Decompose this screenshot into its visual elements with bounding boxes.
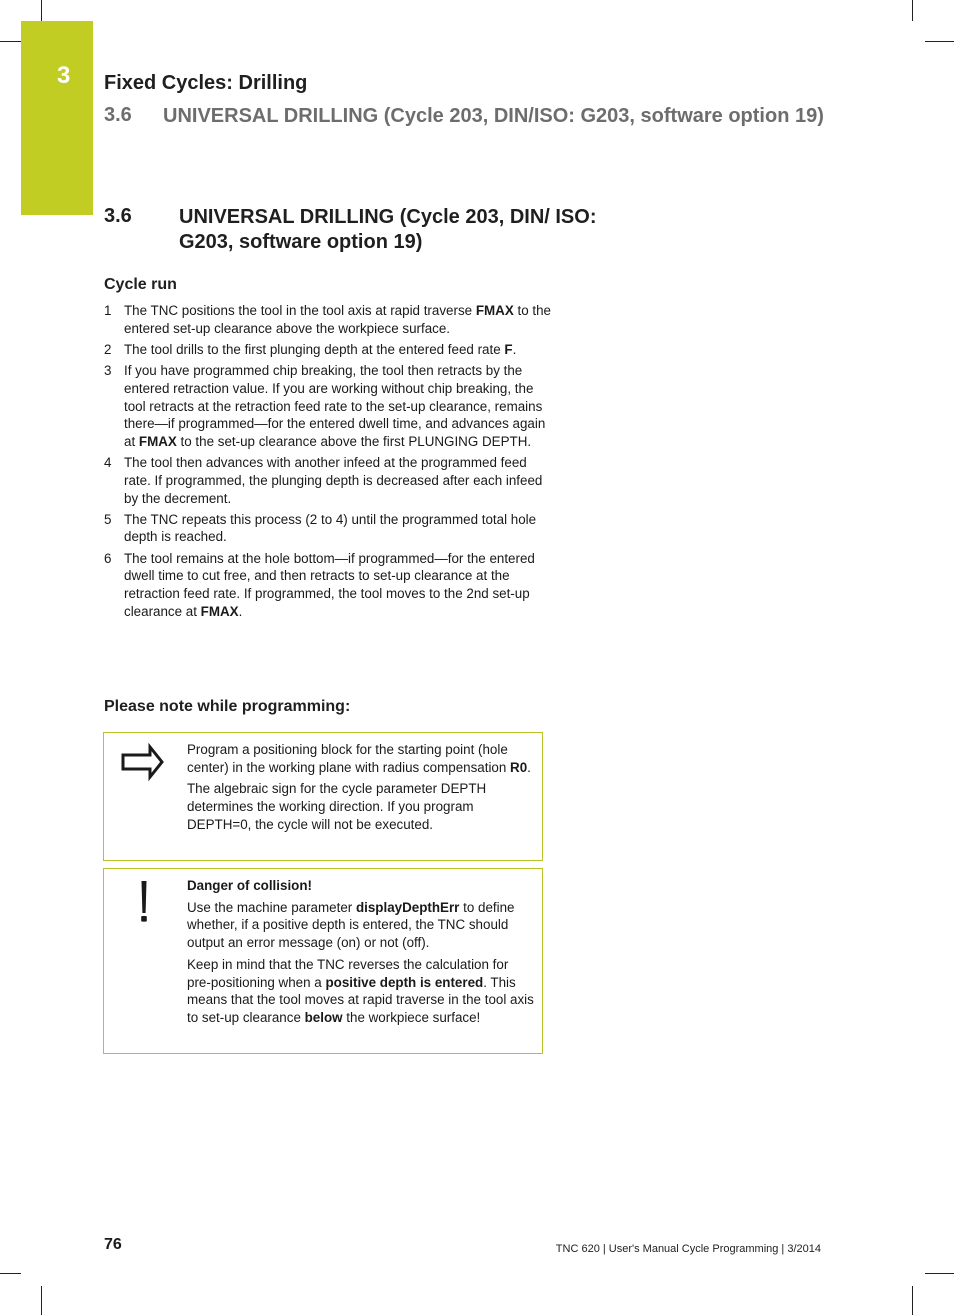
list-item [104,302,554,337]
chapter-title: Fixed Cycles: Drilling [104,72,308,94]
note-text: . [527,759,531,775]
note-text: Program a positioning block for the starting point (hole center) in the working plane with radius compensation [187,742,511,775]
crop-mark [41,0,42,21]
warning-text: . This means that the tool moves at rapid traverse in the tool axis to set-up clearance [187,974,534,1025]
warning-paragraph [187,899,534,952]
warning-text: Use the machine parameter [187,899,356,915]
note-paragraph: The algebraic sign for the cycle parameter DEPTH determines the working direction. If you program DEPTH=0, the cycle will not be executed. [187,781,487,832]
parameter-name: displayDepthErr [355,899,460,915]
code-fmax: FMAX [475,303,514,318]
warning-content [187,877,534,1031]
step-text: . [512,341,517,357]
code-r0: R0 [510,759,528,775]
step-text: The TNC positions the tool in the tool axis at rapid traverse [124,303,476,318]
step-text: The tool then advances with another infeed at the programmed feed rate. If programmed, the plunging depth is decreased after each infeed by the decrement. [124,455,543,506]
warning-text: the workpiece surface! [342,1009,481,1025]
cycle-run-heading: Cycle run [104,276,177,293]
note-heading: Please note while programming: [104,698,351,715]
chapter-tab [21,21,93,215]
warning-paragraph [187,956,534,1027]
list-item [104,362,554,451]
list-item [104,511,554,546]
crop-mark [912,1286,913,1315]
step-number: 6 [104,550,112,566]
warning-title: Danger of collision! [187,878,312,893]
note-content [187,741,534,838]
crop-mark [41,1286,42,1315]
emphasis-text: below [304,1009,343,1025]
step-text: The TNC repeats this process (2 to 4) until the programmed total hole depth is reached. [124,511,537,545]
list-item [104,341,554,359]
crop-mark [0,41,21,42]
note-paragraph [187,741,534,776]
running-section-title: UNIVERSAL DRILLING (Cycle 203, DIN/ISO: G203, software option 19) [163,105,824,127]
crop-mark [925,41,954,42]
note-box [103,732,543,861]
step-number: 5 [104,511,112,527]
step-text: If you have programmed chip breaking, the tool then retracts by the entered retraction value. If you are working without chip breaking, the tool retracts at the retraction feed rate to the set-up clearance, remains there—if programmed—for the entered dwell time, and advances again at [124,363,546,449]
crop-mark [925,1273,954,1274]
footer-text: TNC 620 | User's Manual Cycle Programming | 3/2014 [555,1243,821,1255]
code-f: F [504,341,513,357]
section-number: 3.6 [104,205,132,227]
section-title: UNIVERSAL DRILLING (Cycle 203, DIN/ ISO: G203, software option 19) [179,206,597,253]
cycle-steps-list [104,302,554,624]
list-item [104,454,554,507]
step-text: to the set-up clearance above the first PLUNGING DEPTH. [176,433,532,449]
warning-text: Keep in mind that the TNC reverses the calculation for pre-positioning when a [187,956,509,990]
list-item [104,550,554,621]
step-text: The tool remains at the hole bottom—if programmed—for the entered dwell time to cut free, and then retracts to set-up clearance at the retraction feed rate. If programmed, the tool moves to the 2nd set-up clearance at [124,550,535,619]
running-section-number: 3.6 [104,104,132,126]
warning-text: to define whether, if a positive depth is entered, the TNC should output an error message (on) or not (off). [187,899,515,951]
page-number: 76 [104,1236,122,1253]
step-number: 1 [104,303,112,318]
step-text: The tool drills to the first plunging depth at the entered feed rate [124,341,505,357]
code-fmax: FMAX [138,433,177,449]
step-text: . [238,603,243,619]
crop-mark [912,0,913,21]
step-number: 3 [104,363,112,379]
arrow-right-icon [104,733,186,798]
code-fmax: FMAX [200,603,239,619]
step-text: to the entered set-up clearance above the workpiece surface. [124,303,551,336]
warning-box [103,868,543,1054]
exclamation-icon [104,869,186,934]
crop-mark [0,1273,21,1274]
chapter-number: 3 [57,62,71,89]
emphasis-text: positive depth is entered [325,974,484,990]
step-number: 4 [104,455,112,471]
step-number: 2 [104,341,112,357]
